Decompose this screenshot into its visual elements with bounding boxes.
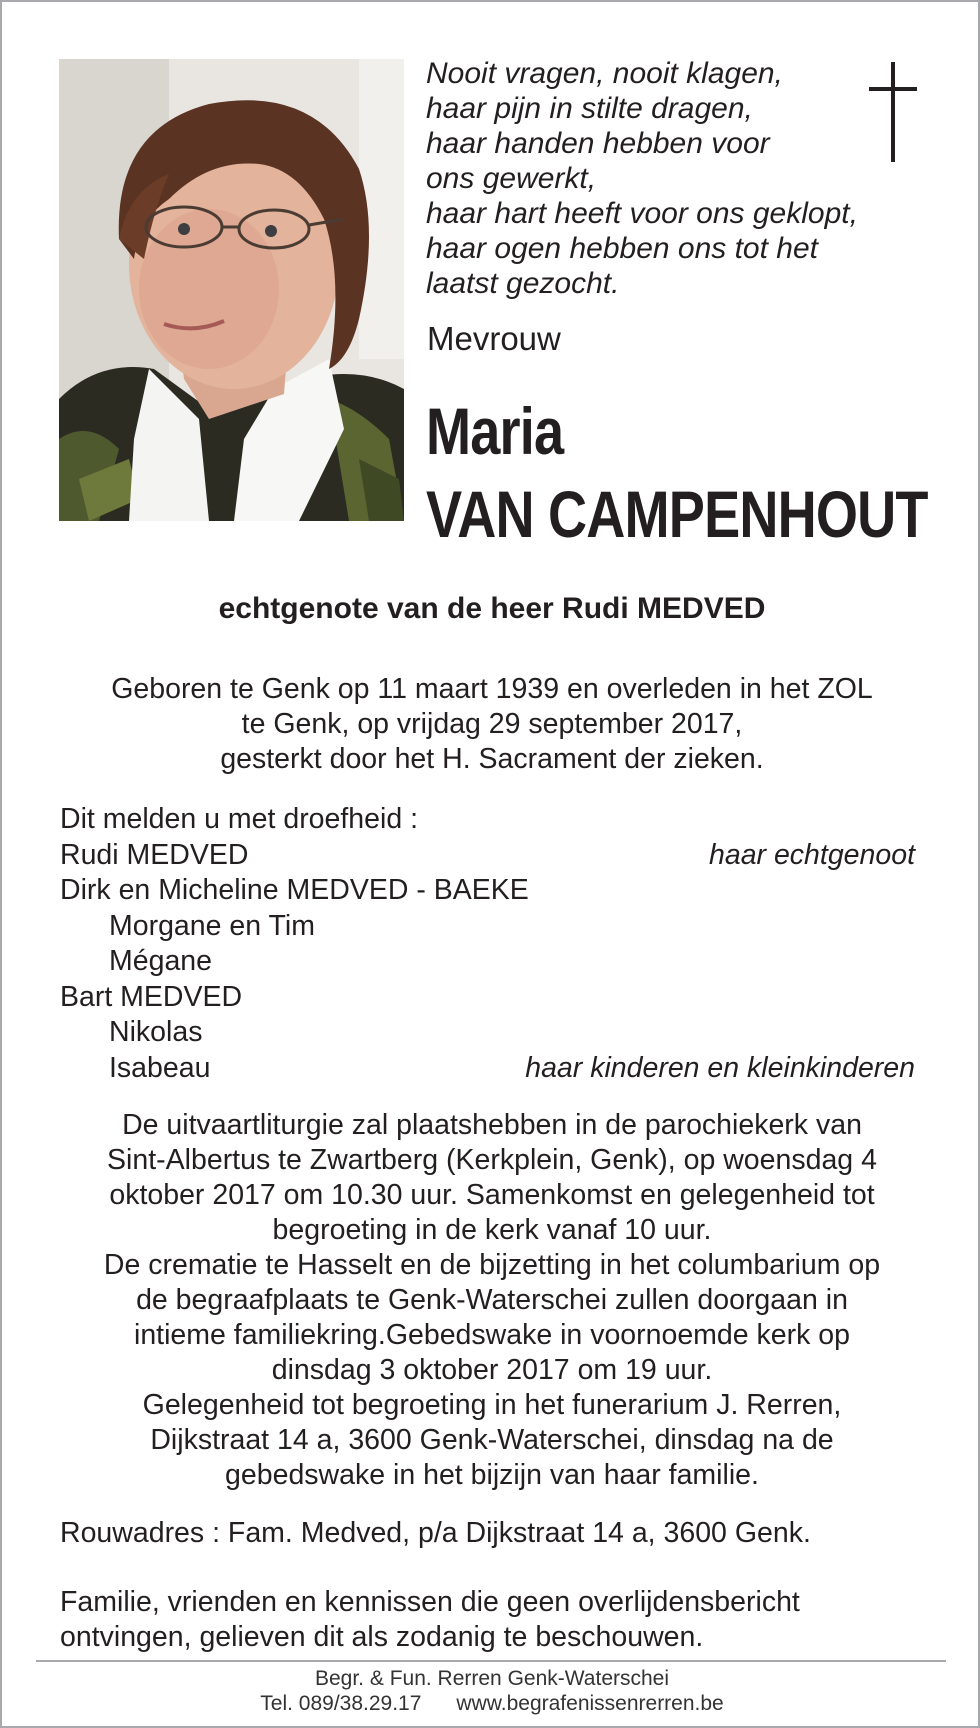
- poem-line: haar handen hebben voor: [426, 127, 770, 160]
- deceased-first-name: Maria: [426, 394, 564, 468]
- family-member: Morgane en Tim: [109, 909, 315, 942]
- funeral-line: Dijkstraat 14 a, 3600 Genk-Waterschei, dinsdag na de: [150, 1424, 834, 1456]
- poem-line: laatst gezocht.: [426, 267, 620, 300]
- deceased-surname: VAN CAMPENHOUT: [426, 477, 928, 551]
- funeral-line: dinsdag 3 oktober 2017 om 19 uur.: [271, 1354, 713, 1386]
- closing-note: [60, 1585, 800, 1655]
- family-role: haar echtgenoot: [709, 838, 915, 871]
- poem-line: haar ogen hebben ons tot het: [426, 232, 818, 265]
- funeral-line: Sint-Albertus te Zwartberg (Kerkplein, Genk), op woensdag 4: [107, 1144, 877, 1176]
- family-row: [60, 873, 915, 909]
- family-member: Bart MEDVED: [60, 980, 243, 1013]
- family-row: [60, 1051, 915, 1087]
- family-row: [60, 944, 915, 980]
- closing-line: Familie, vrienden en kennissen die geen overlijdensbericht: [60, 1586, 800, 1618]
- poem-line: haar pijn in stilte dragen,: [426, 92, 753, 125]
- poem-line: ons gewerkt,: [426, 162, 597, 195]
- family-row: [60, 1015, 915, 1051]
- birth-death-info: [2, 672, 980, 777]
- poem-line: haar hart heeft voor ons geklopt,: [426, 197, 858, 230]
- birth-death-line: Geboren te Genk op 11 maart 1939 en overleden in het ZOL: [111, 673, 873, 705]
- spouse-line: echtgenote van de heer Rudi MEDVED: [218, 592, 766, 625]
- funeral-line: oktober 2017 om 10.30 uur. Samenkomst en gelegenheid tot: [109, 1179, 875, 1211]
- funeral-home-phone: Tel. 089/38.29.17: [260, 1692, 422, 1715]
- portrait-photo: [59, 59, 404, 521]
- family-member: Rudi MEDVED: [60, 838, 249, 871]
- family-member: Mégane: [109, 945, 212, 977]
- family-intro: [60, 802, 915, 838]
- funeral-home-contact: [2, 1691, 980, 1716]
- salutation: Mevrouw: [427, 320, 561, 357]
- family-list: [60, 802, 915, 1086]
- cross-icon: [864, 62, 924, 162]
- funeral-line: de begraafplaats te Genk-Waterschei zullen doorgaan in: [136, 1284, 848, 1316]
- mourning-address: Rouwadres : Fam. Medved, p/a Dijkstraat 14 a, 3600 Genk.: [60, 1517, 811, 1549]
- footer-divider: [36, 1660, 946, 1662]
- family-row: [60, 980, 915, 1016]
- funeral-home-name: Begr. & Fun. Rerren Genk-Waterschei: [314, 1667, 670, 1690]
- poem-line: Nooit vragen, nooit klagen,: [426, 57, 783, 90]
- family-member: Dirk en Micheline MEDVED - BAEKE: [60, 874, 529, 906]
- family-intro-text: Dit melden u met droefheid :: [60, 803, 419, 835]
- funeral-line: intieme familiekring.Gebedswake in voornoemde kerk op: [133, 1319, 851, 1351]
- funeral-line: De crematie te Hasselt en de bijzetting in het columbarium op: [103, 1249, 881, 1281]
- funeral-home-website: www.begrafenissenrerren.be: [456, 1692, 724, 1715]
- funeral-line: gebedswake in het bijzijn van haar familie.: [225, 1459, 759, 1491]
- memorial-poem: [426, 56, 876, 301]
- birth-death-line: gesterkt door het H. Sacrament der zieken.: [220, 743, 764, 775]
- family-member: Isabeau: [109, 1051, 211, 1084]
- funeral-details: [2, 1108, 980, 1493]
- family-member: Nikolas: [109, 1016, 203, 1048]
- funeral-home-footer: [2, 1666, 980, 1716]
- family-row: [60, 909, 915, 945]
- family-row: [60, 838, 915, 874]
- portrait-image: [59, 59, 404, 521]
- funeral-line: Gelegenheid tot begroeting in het funerarium J. Rerren,: [142, 1389, 842, 1421]
- closing-line: ontvingen, gelieven dit als zodanig te beschouwen.: [60, 1621, 704, 1653]
- family-role: haar kinderen en kleinkinderen: [525, 1051, 915, 1084]
- birth-death-line: te Genk, op vrijdag 29 september 2017,: [241, 708, 743, 740]
- funeral-line: De uitvaartliturgie zal plaatshebben in de parochiekerk van: [122, 1109, 862, 1141]
- funeral-line: begroeting in de kerk vanaf 10 uur.: [272, 1214, 712, 1246]
